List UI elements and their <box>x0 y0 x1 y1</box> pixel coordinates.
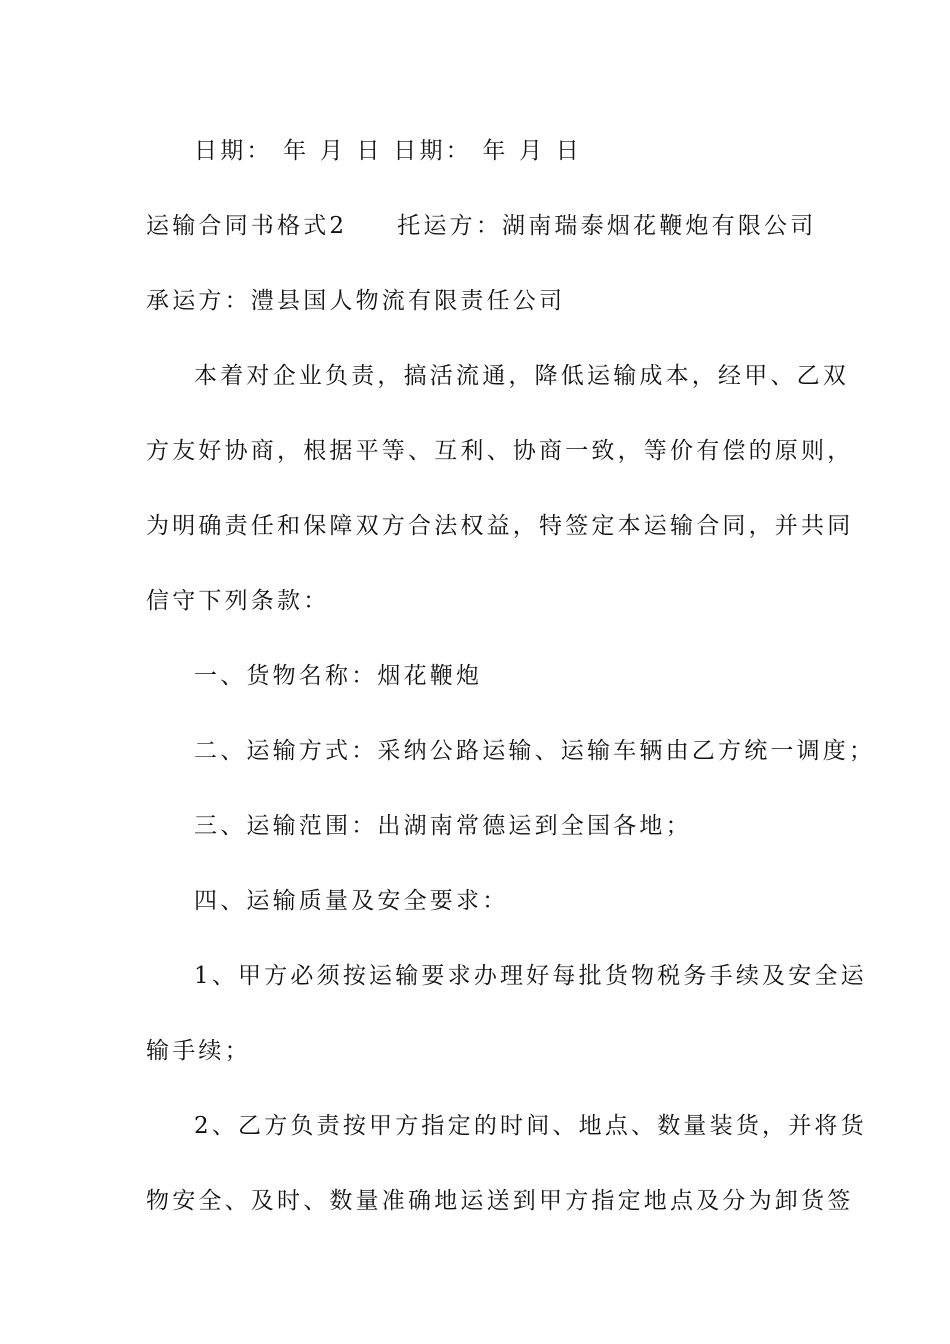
clause-goods-name: 一、货物名称：烟花鞭炮 <box>194 663 483 689</box>
clause-quality-safety: 四、运输质量及安全要求： <box>194 888 509 914</box>
contract-title-line <box>146 206 817 246</box>
carrier-line: 承运方：澧县国人物流有限责任公司 <box>146 288 566 314</box>
paragraph-line-4: 信守下列条款： <box>146 588 330 614</box>
shipper-label: 托运方：湖南瑞泰烟花鞭炮有限公司 <box>397 213 817 239</box>
clause-transport-range: 三、运输范围：出湖南常德运到全国各地； <box>194 813 692 839</box>
date-line: 日期： 年 月 日 日期： 年 月 日 <box>194 138 582 164</box>
contract-title: 运输合同书格式2 <box>146 213 348 239</box>
requirement-2-line-2: 物安全、及时、数量准确地运送到甲方指定地点及分为卸货签 <box>146 1188 854 1214</box>
paragraph-line-3: 为明确责任和保障双方合法权益，特签定本运输合同，并共同 <box>146 513 854 539</box>
paragraph-line-2: 方友好协商，根据平等、互利、协商一致，等价有偿的原则， <box>146 438 854 464</box>
requirement-2-line-1: 2、乙方负责按甲方指定的时间、地点、数量装货，并将货 <box>194 1113 867 1139</box>
requirement-1-line-2: 输手续； <box>146 1038 251 1064</box>
paragraph-line-1: 本着对企业负责，搞活流通，降低运输成本，经甲、乙双 <box>194 363 849 389</box>
requirement-1-line-1: 1、甲方必须按运输要求办理好每批货物税务手续及安全运 <box>194 963 867 989</box>
clause-transport-mode: 二、运输方式：采纳公路运输、运输车辆由乙方统一调度； <box>194 738 876 764</box>
